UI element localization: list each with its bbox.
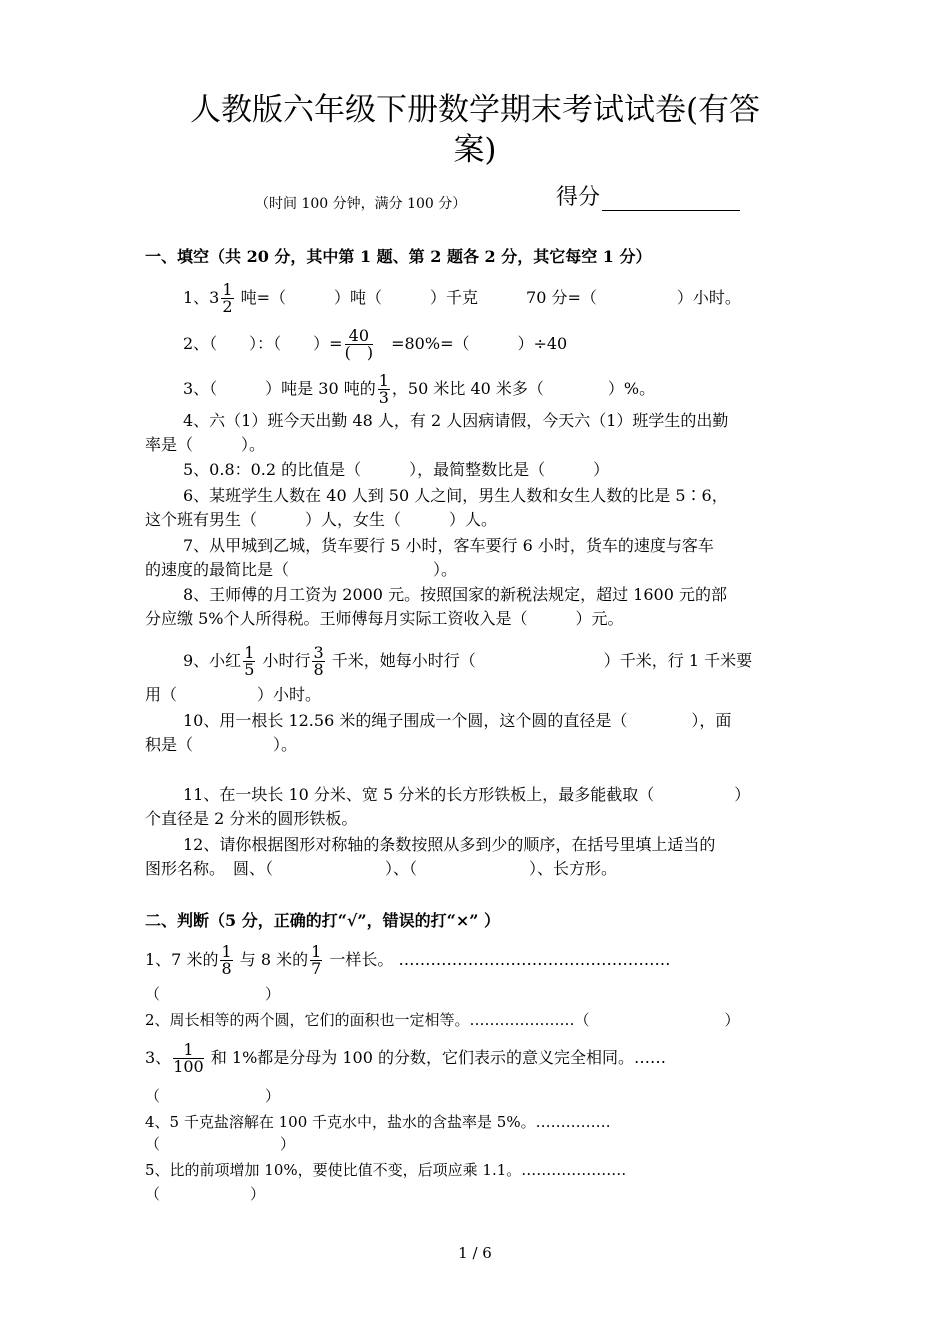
question-12-line1: 12、请你根据图形对称轴的条数按照从多到少的顺序，在括号里填上适当的 <box>183 835 716 854</box>
question-11-line1: 11、在一块长 10 分米、宽 5 分米的长方形铁板上，最多能截取（ ） <box>183 785 751 804</box>
q2-text-b: =80%=（ ）÷40 <box>375 334 568 353</box>
question-6-line1: 6、某班学生人数在 40 人到 50 人之间，男生人数和女生人数的比是 5∶6， <box>183 486 728 505</box>
question-8-line2: 分应缴 5%个人所得税。王师傅每月实际工资收入是（ ）元。 <box>145 609 624 628</box>
q3-fraction-num: 1 <box>378 371 389 390</box>
score-label: 得分 <box>556 185 601 210</box>
j3-fraction-num: 1 <box>173 1042 204 1059</box>
q2-fraction-num: 40 <box>345 328 374 345</box>
question-10-line2: 积是（ ）。 <box>145 735 298 754</box>
q9-fraction-2 <box>312 645 324 678</box>
j1-text-b: 与 8 米的 <box>234 950 309 969</box>
q2-text-a: 2、（ ）：（ ）= <box>183 334 343 353</box>
score-field <box>556 180 740 211</box>
q9-fraction-1 <box>243 645 255 678</box>
q9-fraction-1-num: 1 <box>244 643 255 662</box>
q3-text-b: ，50 米比 40 米多（ ）%。 <box>391 379 656 398</box>
q1-text-b: 吨=（ ）吨（ ）千克 70 分=（ ）小时。 <box>235 288 741 307</box>
judge-5: 5、比的前项增加 10%，要使比值不变，后项应乘 1.1。………………… <box>145 1161 627 1179</box>
q3-fraction <box>378 373 390 406</box>
judge-4: 4、5 千克盐溶解在 100 千克水中，盐水的含盐率是 5%。…………… <box>145 1113 611 1131</box>
question-5: 5、0.8：0.2 的比值是（ ），最简整数比是（ ） <box>183 460 610 479</box>
question-9-line2: 用（ ）小时。 <box>145 685 322 704</box>
question-4-line2: 率是（ ）。 <box>145 435 266 454</box>
judge-1-answer: （ ） <box>145 985 281 1003</box>
judge-3 <box>145 1042 666 1075</box>
question-10-line1: 10、用一根长 12.56 米的绳子围成一个圆，这个圆的直径是（ ），面 <box>183 711 732 730</box>
judge-2: 2、周长相等的两个圆，它们的面积也一定相等。…………………（ ） <box>145 1011 740 1029</box>
j1-text-a: 1、7 米的 <box>145 950 219 969</box>
j1-text-c: 一样长。 …………………………………………… <box>324 950 671 969</box>
j3-text-a: 3、 <box>145 1048 172 1067</box>
q3-text-a: 3、（ ）吨是 30 吨的 <box>183 379 376 398</box>
question-2 <box>183 328 567 361</box>
j1-fraction-1-num: 1 <box>221 942 232 961</box>
question-3 <box>183 373 655 406</box>
q1-fraction-num: 1 <box>222 280 233 299</box>
page-title-line1: 人教版六年级下册数学期末考试试卷(有答 <box>189 92 761 128</box>
q2-fraction-den: ( ) <box>344 343 374 362</box>
j3-fraction-den: 100 <box>173 1057 204 1076</box>
page-number: 1 / 6 <box>458 1244 492 1262</box>
question-6-line2: 这个班有男生（ ）人，女生（ ）人。 <box>145 510 498 529</box>
j1-fraction-2-num: 1 <box>311 942 322 961</box>
question-4-line1: 4、六（1）班今天出勤 48 人，有 2 人因病请假，今天六（1）班学生的出勤 <box>183 411 729 430</box>
q1-text-a: 1、3 <box>183 288 220 307</box>
q1-fraction-den: 2 <box>222 297 233 316</box>
section1-header: 一、填空（共 20 分，其中第 1 题、第 2 题各 2 分，其它每空 1 分） <box>145 247 652 266</box>
page-title-line2: 案) <box>453 132 497 168</box>
q9-text-a: 9、小红 <box>183 651 242 670</box>
q9-text-c: 千米，她每小时行（ ）千米，行 1 千米要 <box>326 651 753 670</box>
judge-4-answer: （ ） <box>145 1135 296 1153</box>
q2-fraction <box>345 328 374 361</box>
question-8-line1: 8、王师傅的月工资为 2000 元。按照国家的新税法规定，超过 1600 元的部 <box>183 585 727 604</box>
score-blank <box>602 188 740 211</box>
j1-fraction-1 <box>220 944 232 977</box>
j1-fraction-2 <box>310 944 322 977</box>
judge-1 <box>145 944 670 977</box>
j1-fraction-2-den: 7 <box>311 959 322 978</box>
question-1 <box>183 282 741 315</box>
q1-fraction <box>221 282 233 315</box>
judge-5-answer: （ ） <box>145 1185 266 1203</box>
question-7-line1: 7、从甲城到乙城，货车要行 5 小时，客车要行 6 小时，货车的速度与客车 <box>183 536 714 555</box>
q3-fraction-den: 3 <box>378 388 389 407</box>
j3-fraction <box>173 1042 204 1075</box>
q9-fraction-2-den: 8 <box>313 660 324 679</box>
question-12-line2: 图形名称。 圆、（ ）、（ ）、长方形。 <box>145 859 618 878</box>
section2-header: 二、判断（5 分，正确的打“√”，错误的打“×” ） <box>145 911 501 930</box>
exam-subtitle: （时间 100 分钟，满分 100 分） <box>255 196 467 212</box>
q9-fraction-2-num: 3 <box>313 643 324 662</box>
j1-fraction-1-den: 8 <box>221 959 232 978</box>
question-7-line2: 的速度的最简比是（ ）。 <box>145 560 458 579</box>
q9-text-b: 小时行 <box>257 651 311 670</box>
j3-text-b: 和 1%都是分母为 100 的分数，它们表示的意义完全相同。…… <box>205 1048 667 1067</box>
judge-3-answer: （ ） <box>145 1087 281 1105</box>
question-11-line2: 个直径是 2 分米的圆形铁板。 <box>145 809 358 828</box>
question-9 <box>183 645 752 678</box>
q9-fraction-1-den: 5 <box>244 660 255 679</box>
